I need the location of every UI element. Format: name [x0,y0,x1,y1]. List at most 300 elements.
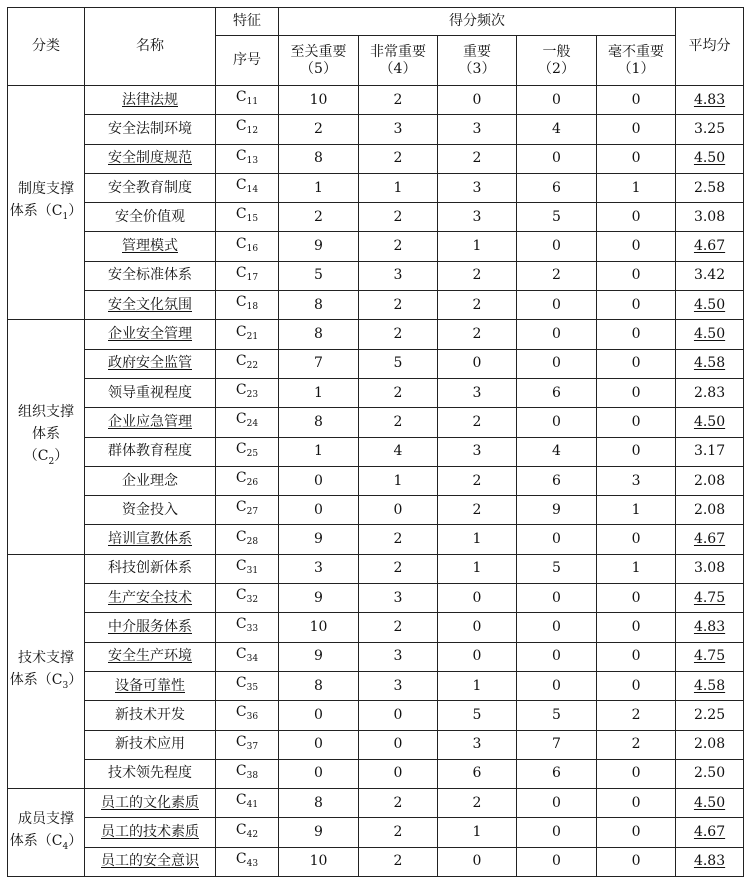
frequency-cell: 8 [279,144,359,173]
frequency-cell: 4 [359,437,438,466]
frequency-cell: 5 [517,701,597,730]
average-score: 4.75 [693,589,726,606]
indicator-code [216,642,279,671]
indicator-code-sub: 38 [246,770,259,781]
indicator-name: 安全标准体系 [108,267,192,284]
indicator-code-main: C [235,294,247,311]
indicator-code-sub: 26 [246,478,259,488]
frequency-cell: 2 [359,291,438,320]
table-row [8,613,744,642]
average-cell [676,671,744,700]
indicator-code-main: C [235,733,247,750]
indicator-code [216,378,279,407]
indicator-name: 安全价值观 [115,208,185,225]
indicator-code [216,408,279,437]
average-score: 3.42 [693,267,726,284]
frequency-cell: 0 [279,730,359,759]
frequency-cell: 0 [597,818,676,847]
indicator-name: 安全法制环境 [108,120,192,137]
indicator-code-main: C [235,118,247,135]
frequency-cell: 10 [279,847,359,876]
frequency-cell: 1 [438,554,517,583]
indicator-name: 资金投入 [122,501,178,518]
indicator-name: 领导重视程度 [108,384,192,401]
indicator-code [216,291,279,320]
frequency-cell: 0 [517,818,597,847]
frequency-cell: 2 [359,320,438,349]
table-row [8,818,744,847]
indicator-code-main: C [235,323,247,340]
frequency-cell: 0 [597,847,676,876]
group-title-part: 体系 [32,426,60,443]
header-serial: 序号 [216,36,279,86]
frequency-cell: 4 [517,437,597,466]
frequency-cell: 1 [359,173,438,202]
frequency-cell: 2 [438,144,517,173]
indicator-name-cell [85,466,216,495]
table-row [8,496,744,525]
table-row [8,671,744,700]
frequency-cell: 2 [359,613,438,642]
indicator-name: 企业安全管理 [108,326,192,343]
indicator-code [216,759,279,788]
indicator-name-cell [85,584,216,613]
frequency-cell: 9 [279,232,359,261]
table-row [8,408,744,437]
group-title-part: 2 [48,456,55,467]
frequency-cell: 3 [438,115,517,144]
table-row [8,759,744,788]
frequency-cell: 0 [279,466,359,495]
indicator-name: 安全教育制度 [108,179,192,196]
indicator-name-cell [85,115,216,144]
average-score: 4.83 [693,618,726,635]
frequency-cell: 6 [517,466,597,495]
group-title-part: 体系（C [9,202,63,219]
average-score: 4.50 [693,413,726,430]
indicator-name: 科技创新体系 [108,560,192,577]
average-score: 2.25 [693,706,726,723]
frequency-cell: 2 [359,789,438,818]
group-title-part: ） [68,832,83,849]
indicator-code-main: C [235,206,247,223]
group-title [8,320,85,554]
indicator-name-cell [85,613,216,642]
indicator-code [216,437,279,466]
frequency-cell: 3 [359,261,438,290]
frequency-cell: 2 [438,789,517,818]
group-title [8,554,85,788]
frequency-cell: 2 [359,203,438,232]
frequency-cell: 0 [517,789,597,818]
average-score: 2.50 [693,765,726,782]
frequency-cell: 10 [279,86,359,115]
frequency-cell: 0 [517,525,597,554]
header-level-score: （4） [379,60,417,77]
frequency-cell: 0 [597,144,676,173]
frequency-cell: 9 [279,525,359,554]
frequency-cell: 0 [517,86,597,115]
indicator-code-sub: 35 [246,683,259,694]
indicator-code [216,173,279,202]
frequency-cell: 0 [438,86,517,115]
indicator-code [216,86,279,115]
indicator-code-main: C [235,528,247,545]
frequency-cell: 0 [517,584,597,613]
indicator-name: 企业理念 [122,472,178,489]
indicator-code-main: C [235,645,247,662]
frequency-cell: 1 [597,496,676,525]
frequency-cell: 7 [517,730,597,759]
indicator-name-cell [85,408,216,437]
frequency-cell: 0 [438,584,517,613]
indicator-name-cell [85,437,216,466]
frequency-cell: 1 [438,671,517,700]
table-row [8,86,744,115]
indicator-code [216,115,279,144]
frequency-cell: 3 [359,642,438,671]
table-row [8,261,744,290]
indicator-name: 员工的技术素质 [101,824,199,841]
header-level-label: 非常重要 [370,43,426,60]
header-level [359,36,438,86]
frequency-cell: 0 [597,584,676,613]
frequency-cell: 2 [438,408,517,437]
average-cell [676,115,744,144]
indicator-name: 员工的文化素质 [101,794,199,811]
group-title-part: 技术支撑 [18,649,74,666]
indicator-code [216,349,279,378]
indicator-code-sub: 21 [246,331,259,342]
indicator-code-main: C [235,264,247,281]
indicator-code [216,789,279,818]
average-cell [676,203,744,232]
frequency-cell: 1 [597,554,676,583]
frequency-cell: 7 [279,349,359,378]
indicator-name-cell [85,730,216,759]
frequency-cell: 3 [597,466,676,495]
frequency-cell: 2 [359,847,438,876]
frequency-cell: 2 [359,144,438,173]
frequency-cell: 6 [438,759,517,788]
frequency-cell: 2 [279,203,359,232]
average-cell [676,437,744,466]
average-cell [676,466,744,495]
indicator-code-sub: 11 [246,97,259,108]
indicator-code-main: C [235,177,247,194]
header-average: 平均分 [676,8,744,86]
frequency-cell: 2 [438,261,517,290]
average-cell [676,730,744,759]
frequency-cell: 9 [279,642,359,671]
frequency-cell: 5 [517,203,597,232]
indicator-name: 安全文化氛围 [108,296,192,313]
frequency-cell: 3 [438,730,517,759]
indicator-code-sub: 14 [246,185,259,196]
score-frequency-table [7,7,744,877]
table-row [8,115,744,144]
frequency-cell: 0 [438,349,517,378]
table-row [8,730,744,759]
table-row [8,642,744,671]
average-score: 3.25 [693,120,726,137]
indicator-name-cell [85,847,216,876]
header-level-label: 重要 [463,43,491,60]
table-row [8,203,744,232]
frequency-cell: 3 [438,203,517,232]
average-score: 4.67 [693,238,726,255]
indicator-code-sub: 12 [246,126,259,137]
frequency-cell: 6 [517,378,597,407]
indicator-name: 群体教育程度 [108,443,192,460]
indicator-code-sub: 15 [246,214,259,225]
frequency-cell: 0 [517,847,597,876]
frequency-cell: 9 [279,584,359,613]
header-level-label: 毫不重要 [608,43,665,60]
header-score-frequency: 得分频次 [279,8,676,36]
frequency-cell: 2 [597,730,676,759]
indicator-name-cell [85,671,216,700]
frequency-cell: 2 [359,525,438,554]
indicator-code-sub: 43 [246,858,259,869]
average-cell [676,818,744,847]
average-cell [676,378,744,407]
header-level [279,36,359,86]
average-score: 4.67 [693,531,726,548]
indicator-name-cell [85,789,216,818]
frequency-cell: 1 [438,525,517,554]
indicator-code-sub: 24 [246,419,259,430]
indicator-code-main: C [235,147,247,164]
indicator-code-sub: 32 [246,595,259,606]
frequency-cell: 1 [279,378,359,407]
group-title-part: ） [68,202,83,219]
header-level-score: （3） [458,60,496,77]
indicator-name: 生产安全技术 [108,589,192,606]
header-level-score: （1） [617,60,655,77]
header-level-score: （2） [538,60,575,77]
average-score: 4.83 [693,91,726,108]
frequency-cell: 3 [279,554,359,583]
frequency-cell: 2 [359,818,438,847]
frequency-cell: 1 [438,232,517,261]
frequency-cell: 2 [517,261,597,290]
group-title-part: （C [23,448,49,465]
average-score: 3.08 [693,208,726,225]
average-score: 3.17 [693,443,726,460]
average-cell [676,613,744,642]
indicator-code-main: C [235,616,247,633]
table-row [8,847,744,876]
indicator-name-cell [85,759,216,788]
indicator-name: 管理模式 [122,238,178,255]
frequency-cell: 2 [438,496,517,525]
average-score: 2.58 [693,179,726,196]
indicator-name: 员工的安全意识 [101,853,199,870]
average-cell [676,144,744,173]
average-cell [676,759,744,788]
group-title-part: 体系（C [9,671,63,688]
frequency-cell: 1 [597,173,676,202]
indicator-name: 培训宣教体系 [108,531,192,548]
average-cell [676,232,744,261]
indicator-code-main: C [235,792,247,809]
indicator-name: 新技术开发 [115,706,185,723]
frequency-cell: 0 [359,496,438,525]
frequency-cell: 0 [597,349,676,378]
frequency-cell: 1 [359,466,438,495]
indicator-name-cell [85,642,216,671]
indicator-code [216,584,279,613]
group-title-part: 成员支撑 [18,810,74,827]
table-row [8,466,744,495]
group-title-part: 4 [62,841,69,852]
group-title-part: 3 [62,680,69,691]
indicator-name-cell [85,261,216,290]
average-cell [676,525,744,554]
frequency-cell: 9 [517,496,597,525]
frequency-cell: 0 [597,408,676,437]
indicator-code [216,232,279,261]
indicator-code-main: C [235,352,247,369]
frequency-cell: 0 [597,525,676,554]
table-row [8,525,744,554]
frequency-cell: 5 [438,701,517,730]
frequency-cell: 0 [438,642,517,671]
indicator-code-sub: 13 [246,155,259,166]
indicator-code-sub: 23 [246,390,259,401]
indicator-name-cell [85,203,216,232]
frequency-cell: 4 [517,115,597,144]
average-score: 2.08 [693,501,726,518]
indicator-code [216,730,279,759]
indicator-code [216,320,279,349]
frequency-cell: 8 [279,320,359,349]
indicator-code [216,701,279,730]
average-score: 4.67 [693,824,726,841]
frequency-cell: 9 [279,818,359,847]
group-title [8,86,85,320]
indicator-name-cell [85,554,216,583]
indicator-name: 中介服务体系 [108,618,192,635]
table-row [8,584,744,613]
frequency-cell: 0 [517,613,597,642]
indicator-code-sub: 17 [246,272,259,283]
average-score: 4.50 [693,326,726,343]
average-cell [676,86,744,115]
frequency-cell: 0 [597,115,676,144]
frequency-cell: 3 [438,437,517,466]
indicator-code-sub: 18 [246,302,259,313]
frequency-cell: 0 [517,144,597,173]
indicator-code-main: C [235,499,247,516]
frequency-cell: 0 [597,203,676,232]
indicator-code-main: C [235,470,247,486]
frequency-cell: 2 [359,408,438,437]
frequency-cell: 0 [517,408,597,437]
frequency-cell: 3 [359,115,438,144]
frequency-cell: 3 [359,584,438,613]
indicator-name: 安全生产环境 [108,648,192,665]
indicator-code [216,818,279,847]
frequency-cell: 0 [597,86,676,115]
group-title-part: ） [68,671,83,688]
indicator-name-cell [85,349,216,378]
frequency-cell: 0 [359,759,438,788]
average-score: 3.08 [693,560,726,577]
average-score: 4.83 [693,853,726,870]
frequency-cell: 3 [438,378,517,407]
frequency-cell: 0 [517,642,597,671]
frequency-cell: 2 [279,115,359,144]
average-cell [676,847,744,876]
average-cell [676,701,744,730]
indicator-code-main: C [235,382,247,399]
indicator-name: 新技术应用 [115,736,185,753]
frequency-cell: 5 [359,349,438,378]
indicator-code-main: C [235,762,247,779]
frequency-cell: 0 [359,701,438,730]
frequency-cell: 0 [597,291,676,320]
indicator-code-main: C [235,89,247,106]
indicator-code-main: C [235,821,247,838]
frequency-cell: 2 [438,291,517,320]
average-cell [676,554,744,583]
frequency-cell: 8 [279,789,359,818]
frequency-cell: 2 [359,232,438,261]
average-cell [676,642,744,671]
header-name: 名称 [85,8,216,86]
frequency-cell: 0 [517,291,597,320]
group-title-part: 制度支撑 [18,180,74,197]
average-cell [676,349,744,378]
indicator-code [216,671,279,700]
average-score: 2.83 [693,384,726,401]
indicator-code-sub: 22 [246,360,259,371]
frequency-cell: 0 [517,349,597,378]
indicator-name: 法律法规 [122,91,178,108]
header-level [517,36,597,86]
frequency-cell: 0 [597,378,676,407]
indicator-code-main: C [235,587,247,604]
indicator-code [216,525,279,554]
indicator-code [216,613,279,642]
average-score: 4.75 [693,648,726,665]
indicator-name: 设备可靠性 [115,677,185,694]
average-cell [676,261,744,290]
average-score: 2.08 [693,736,726,753]
frequency-cell: 0 [597,759,676,788]
header-level-score: （5） [300,60,337,77]
table-row [8,378,744,407]
frequency-cell: 0 [359,730,438,759]
indicator-code [216,144,279,173]
header-level [597,36,676,86]
indicator-name-cell [85,701,216,730]
indicator-code-sub: 36 [246,712,259,723]
indicator-code [216,847,279,876]
frequency-cell: 0 [597,671,676,700]
frequency-cell: 0 [279,701,359,730]
frequency-cell: 1 [438,818,517,847]
indicator-code-sub: 34 [246,653,259,664]
frequency-cell: 0 [597,261,676,290]
table-row [8,437,744,466]
indicator-code-main: C [235,235,247,252]
group-title-part: 体系（C [9,832,63,849]
frequency-cell: 0 [597,642,676,671]
frequency-cell: 2 [438,466,517,495]
